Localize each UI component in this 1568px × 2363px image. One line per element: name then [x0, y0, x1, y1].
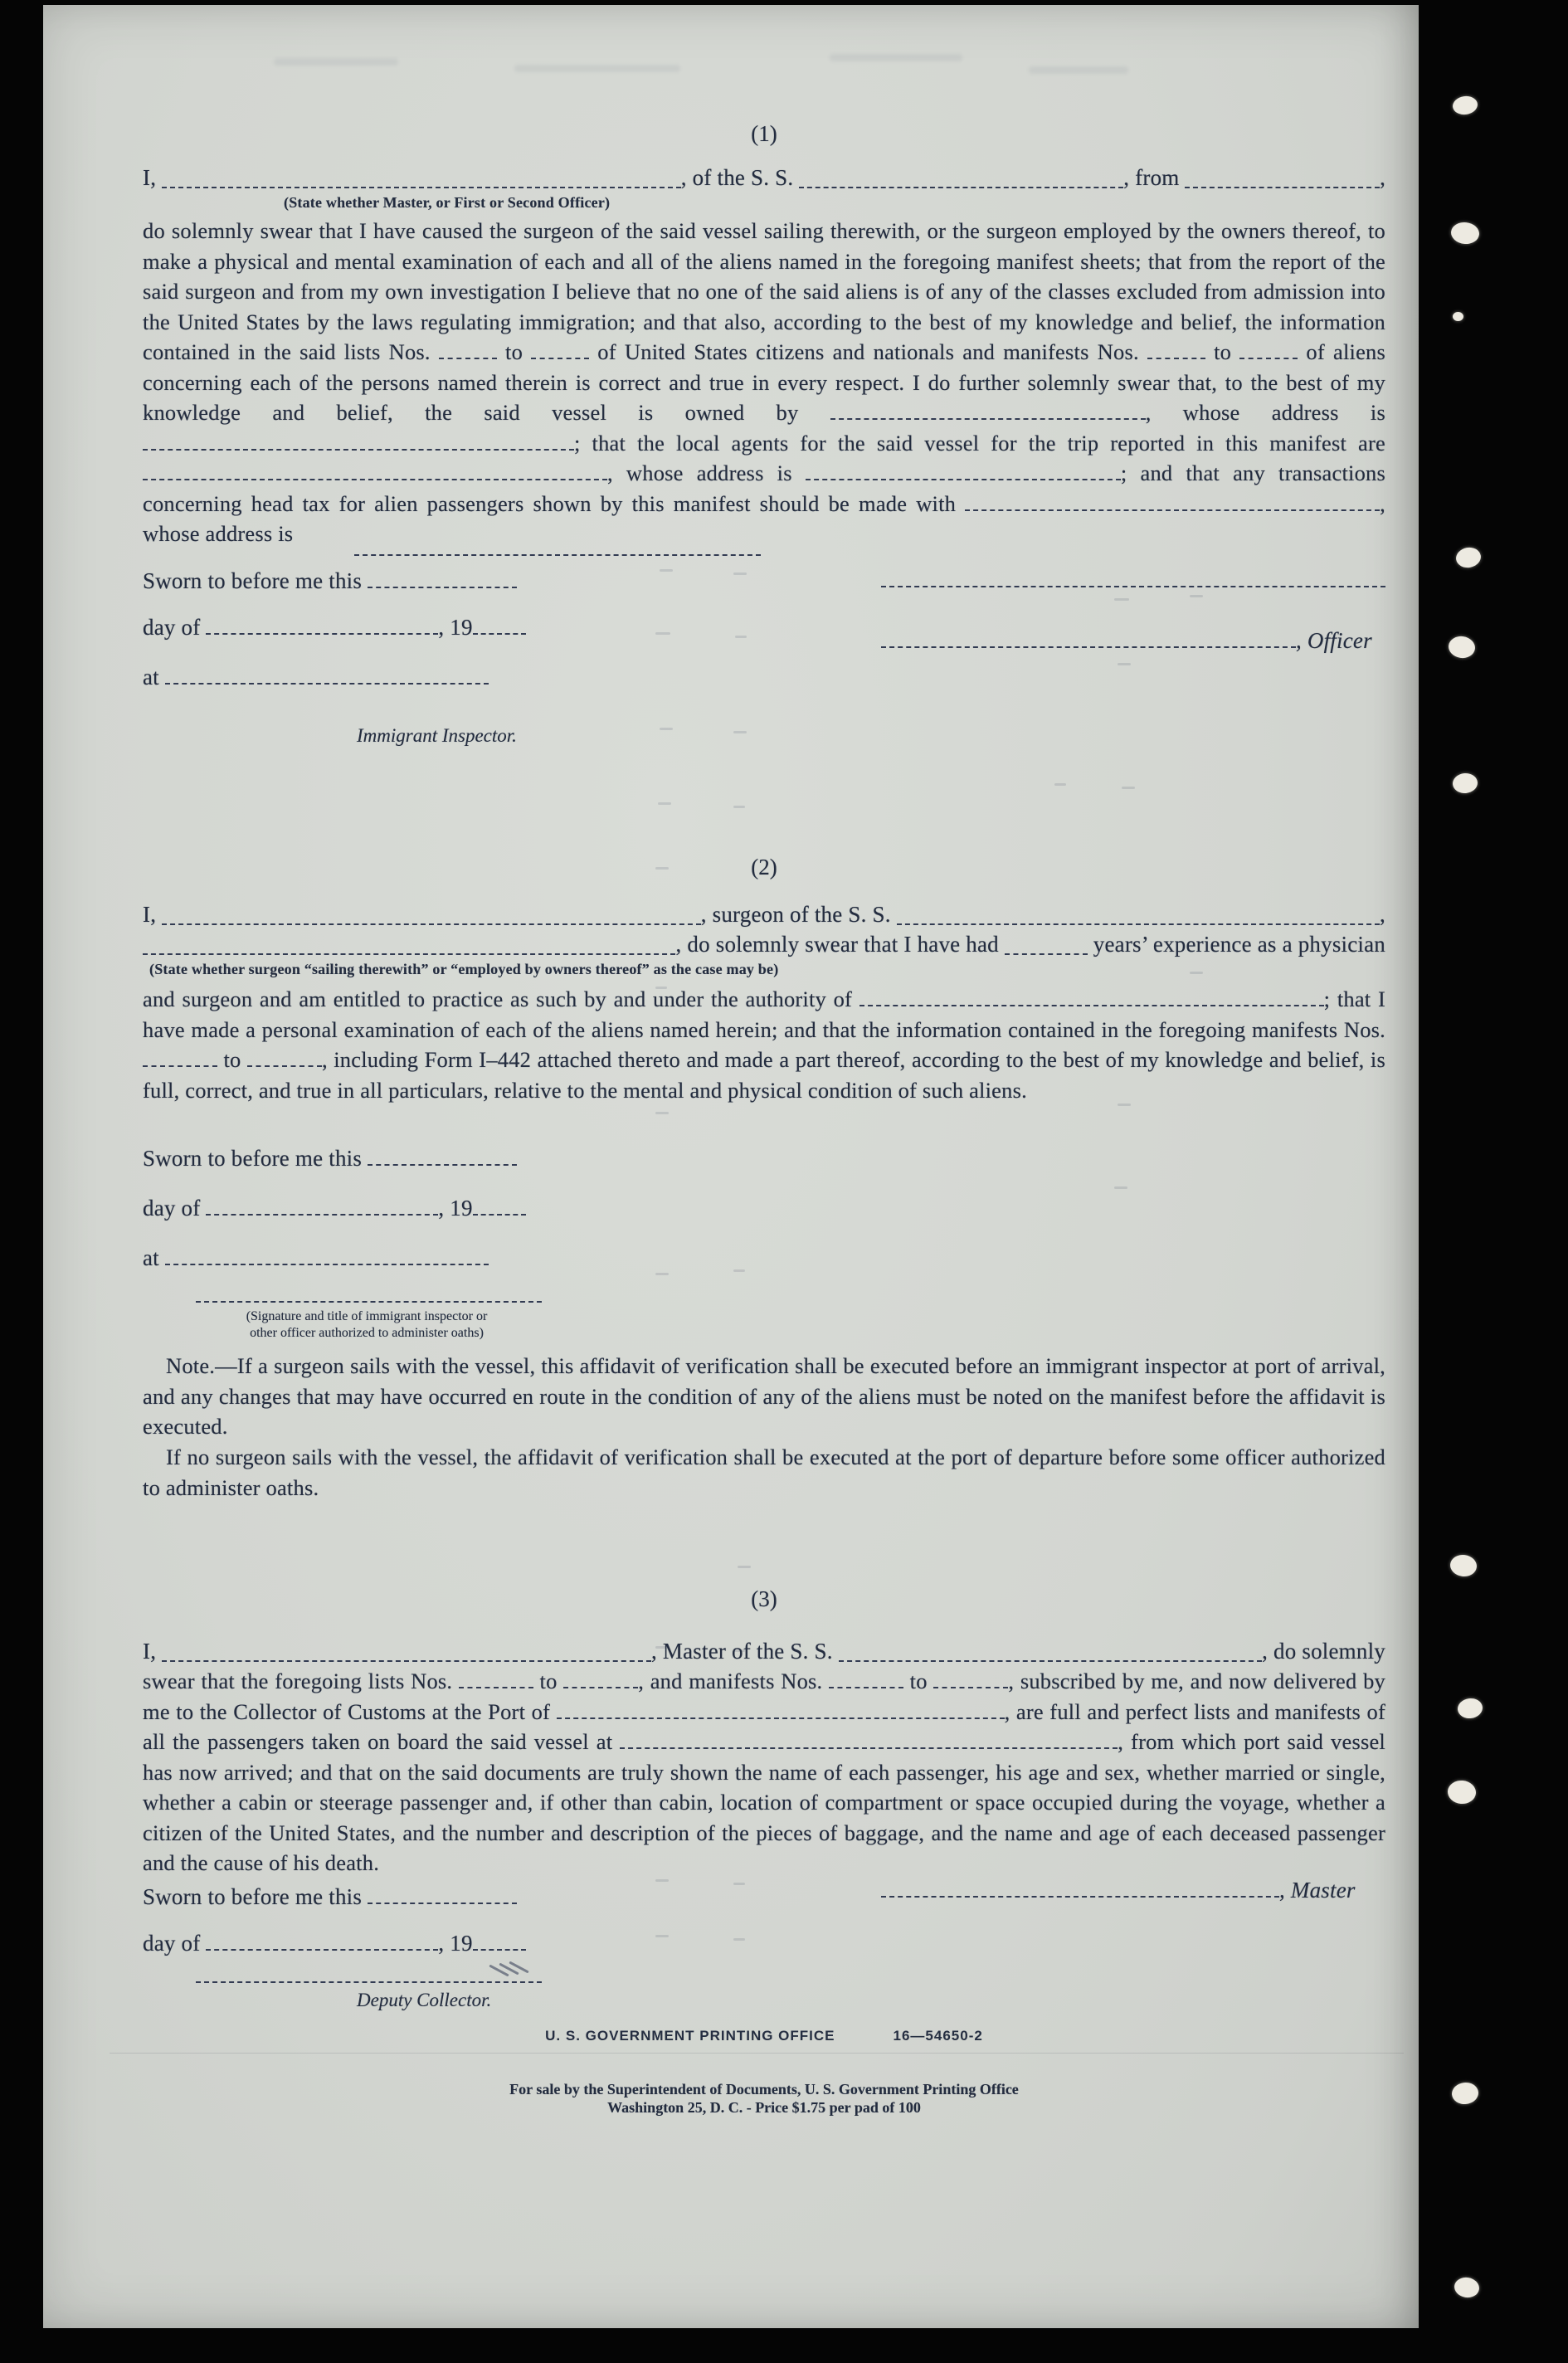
month-blank[interactable]	[206, 1937, 438, 1951]
sworn-day-blank[interactable]	[368, 575, 517, 588]
form-text: , do solemnly	[1262, 1639, 1385, 1664]
signature-caption-line-1: (Signature and title of immigrant inspector or	[246, 1309, 488, 1323]
vessel-name-blank[interactable]	[799, 175, 1123, 188]
section-2-number: (2)	[751, 855, 777, 879]
sworn-day-blank[interactable]	[368, 1891, 517, 1904]
port-of-arrival-blank[interactable]	[557, 1706, 1005, 1719]
section-1-body	[143, 216, 1385, 549]
gpo-imprint: U. S. GOVERNMENT PRINTING OFFICE	[545, 2028, 835, 2044]
gpo-imprint-line	[143, 2028, 1385, 2044]
surgeon-status-blank[interactable]	[143, 942, 675, 955]
form-text: Sworn to before me this	[143, 1884, 368, 1909]
form-text: , whose address is	[607, 460, 806, 485]
form-text: to	[533, 1669, 564, 1693]
form-text: to	[496, 339, 532, 364]
section-2-second-line	[143, 929, 1385, 960]
form-text: , are full and perfect lists and manifests of all the passengers taken on board the said vessel at	[143, 1698, 1385, 1754]
form-text: I,	[143, 165, 163, 190]
form-text: day of	[143, 1931, 207, 1956]
place-blank[interactable]	[165, 1252, 489, 1265]
manifests-to-blank[interactable]	[1239, 346, 1298, 359]
deputy-collector-signature-blank[interactable]	[196, 1981, 542, 1983]
paper-crease	[110, 2053, 1404, 2054]
lists-to-blank[interactable]	[563, 1675, 638, 1688]
punch-hole	[1447, 635, 1476, 660]
vessel-name-blank[interactable]	[897, 912, 1380, 925]
inspector-signature-blank[interactable]	[196, 1301, 542, 1303]
year-blank[interactable]	[473, 1937, 526, 1951]
punch-hole	[1447, 1780, 1477, 1805]
year-blank[interactable]	[473, 621, 526, 635]
month-blank[interactable]	[206, 621, 438, 635]
punch-hole	[1454, 546, 1483, 570]
port-of-embarkation-blank[interactable]	[620, 1736, 1118, 1749]
section-3-opening-line	[143, 1636, 1385, 1667]
officer-title-label: , Officer	[1296, 628, 1372, 653]
form-text: swear that the foregoing lists Nos.	[143, 1669, 459, 1693]
form-text: , subscribed by me, and now delivered by me to the Collector of Customs at the Port of	[143, 1669, 1385, 1724]
manifests-from-blank[interactable]	[829, 1675, 903, 1688]
authority-blank[interactable]	[859, 993, 1324, 1006]
form-text: ; and that any transactions concerning head tax for alien passengers shown by this manifest should be made with	[143, 460, 1385, 516]
form-text: , surgeon of the S. S.	[700, 902, 897, 927]
form-text: , do solemnly swear that I have had	[675, 932, 1005, 957]
note-paragraph-2: If no surgeon sails with the vessel, the affidavit of verification shall be executed at the port of departure before some officer authorized to administer oaths.	[143, 1445, 1385, 1500]
punch-hole	[1450, 221, 1481, 245]
sale-notice-line-2: Washington 25, D. C. - Price $1.75 per pad of 100	[607, 2099, 921, 2116]
section-2-opening-line	[143, 899, 1385, 930]
section-2-body	[143, 984, 1385, 1105]
section-3-sworn-line	[143, 1882, 517, 1912]
section-1-opening-line	[143, 163, 1385, 193]
port-of-origin-blank[interactable]	[1185, 175, 1380, 188]
form-text: , from which port said vessel has now arrived; and that on the said documents are truly shown the name of each passenger, his age and sex, whether married or single, whether a cabin or steerage passenger and, if other than cabin, location of compartment or space occupied during the voyage, whether a citizen of the United States, and the number and description of the pieces of baggage, and the name and age of each deceased passenger and the cause of his death.	[143, 1729, 1385, 1875]
punch-hole	[1451, 2081, 1480, 2105]
form-text: day of	[143, 615, 207, 640]
surgeon-name-blank[interactable]	[162, 912, 701, 925]
sale-notice-line-1: For sale by the Superintendent of Documents, U. S. Government Printing Office	[509, 2081, 1019, 2097]
form-text: do solemnly swear that I have caused the surgeon of the said vessel sailing therewith, or the surgeon employed by the owners thereof, to make a physical and mental examination of each and all of the aliens named in the foregoing manifest sheets; that from the report of the said surgeon and from my own investigation I believe that no one of the said aliens is of any of the classes excluded from admission into the United States by the laws regulating immigration; and that also, according to the best of my knowledge and belief, the information contained in the said lists Nos.	[143, 218, 1385, 364]
punch-hole	[1453, 312, 1463, 321]
section-2-day-line	[143, 1193, 526, 1224]
form-text: , of the S. S.	[680, 165, 800, 190]
punch-hole	[1452, 95, 1479, 116]
form-text: to	[1205, 339, 1240, 364]
form-text: , including Form I–442 attached thereto and made a part thereof, according to the best of my knowledge and belief, is full, correct, and true in all particulars, relative to the mental and physical condition of such aliens.	[143, 1047, 1385, 1103]
form-text: I,	[143, 1639, 163, 1664]
master-title-label: , Master	[1279, 1878, 1356, 1903]
form-text: , whose address is	[1145, 400, 1385, 425]
officer-signature-blank[interactable]	[881, 635, 1296, 648]
form-page	[43, 5, 1419, 2328]
form-text: , from	[1123, 165, 1186, 190]
lists-from-blank[interactable]	[439, 346, 497, 359]
section-1-number: (1)	[751, 121, 777, 146]
form-text: , 19	[438, 1931, 473, 1956]
form-text: of United States citizens and nationals and manifests Nos.	[589, 339, 1147, 364]
officer-name-blank[interactable]	[162, 175, 681, 188]
lists-from-blank[interactable]	[459, 1675, 533, 1688]
form-text: ; that the local agents for the said vessel for the trip reported in this manifest are	[574, 430, 1385, 456]
section-2-sworn-line	[143, 1143, 517, 1174]
master-name-blank[interactable]	[162, 1649, 651, 1662]
section-1-day-line	[143, 612, 526, 643]
sworn-day-blank[interactable]	[368, 1152, 517, 1166]
form-text: and surgeon and am entitled to practice as such by and under the authority of	[143, 987, 859, 1011]
agents-address-blank[interactable]	[806, 467, 1121, 480]
note-paragraph-1: Note.—If a surgeon sails with the vessel, this affidavit of verification shall be executed before an immigrant inspector at port of arrival, and any changes that may have occurred en route in the condition of any of the aliens must be noted on the manifest before the affidavit is executed.	[143, 1353, 1385, 1439]
form-text: years’ experience as a physician	[1087, 932, 1385, 957]
form-text: Sworn to before me this	[143, 568, 368, 593]
form-text: at	[143, 1245, 165, 1270]
form-text: , Master of the S. S.	[651, 1639, 839, 1664]
signature-caption-line-2: other officer authorized to administer oaths)	[250, 1326, 484, 1340]
years-experience-blank[interactable]	[1005, 942, 1088, 955]
vessel-name-blank[interactable]	[839, 1649, 1263, 1662]
master-signature-row	[881, 1875, 1356, 1906]
form-text: I,	[143, 902, 163, 927]
manifests-to-blank[interactable]	[247, 1054, 322, 1067]
place-blank[interactable]	[165, 671, 489, 685]
lists-to-blank[interactable]	[531, 346, 589, 359]
form-text: ,	[1380, 165, 1386, 190]
form-text: , 19	[438, 615, 473, 640]
section-3-body	[143, 1666, 1385, 1878]
month-blank[interactable]	[206, 1202, 438, 1216]
form-text: day of	[143, 1196, 207, 1220]
manifests-to-blank[interactable]	[933, 1675, 1008, 1688]
manifests-from-blank[interactable]	[1147, 346, 1205, 359]
punch-hole	[1452, 772, 1478, 795]
head-tax-contact-blank[interactable]	[965, 498, 1380, 511]
section-2-opening-caption: (State whether surgeon “sailing therewith” or “employed by owners thereof” as the case may be)	[149, 961, 779, 977]
section-3-day-line	[143, 1928, 526, 1959]
punch-hole	[1457, 1697, 1484, 1719]
immigrant-inspector-caption: Immigrant Inspector.	[357, 725, 517, 746]
form-text: ,	[1380, 902, 1385, 927]
officer-signature-blank[interactable]	[881, 586, 1385, 587]
form-text: , whose address is	[143, 490, 1385, 546]
owner-address-blank[interactable]	[143, 437, 574, 451]
section-1-at-line	[143, 662, 489, 693]
deputy-collector-caption: Deputy Collector.	[357, 1990, 492, 2010]
manifests-from-blank[interactable]	[143, 1054, 217, 1067]
section-1-opening-caption: (State whether Master, or First or Second Officer)	[284, 194, 611, 211]
section-3-number: (3)	[751, 1586, 777, 1611]
vessel-owner-blank[interactable]	[830, 407, 1146, 420]
section-2-at-line	[143, 1243, 489, 1274]
address-continuation-blank[interactable]	[354, 554, 761, 556]
punch-hole	[1453, 2276, 1480, 2299]
form-text: to	[217, 1047, 247, 1072]
punch-hole	[1449, 1553, 1478, 1578]
year-blank[interactable]	[473, 1202, 526, 1216]
form-text: ; that I have made a personal examination of each of the aliens named herein; and that the information contained in the foregoing manifests Nos.	[143, 987, 1385, 1042]
form-text: , 19	[438, 1196, 473, 1220]
form-text: of aliens concerning each of the persons named therein is correct and true in every respect. I do further solemnly swear that, to the best of my knowledge and belief, the said vessel is owned by	[143, 339, 1385, 425]
master-signature-blank[interactable]	[881, 1884, 1279, 1898]
form-text: Sworn to before me this	[143, 1146, 368, 1171]
form-code: 16—54650-2	[893, 2028, 983, 2044]
form-text: at	[143, 665, 165, 689]
local-agents-blank[interactable]	[143, 467, 607, 480]
section-1-sworn-line	[143, 566, 517, 597]
form-text: , and manifests Nos.	[638, 1669, 830, 1693]
officer-signature-row	[881, 626, 1372, 656]
form-text: to	[903, 1669, 934, 1693]
